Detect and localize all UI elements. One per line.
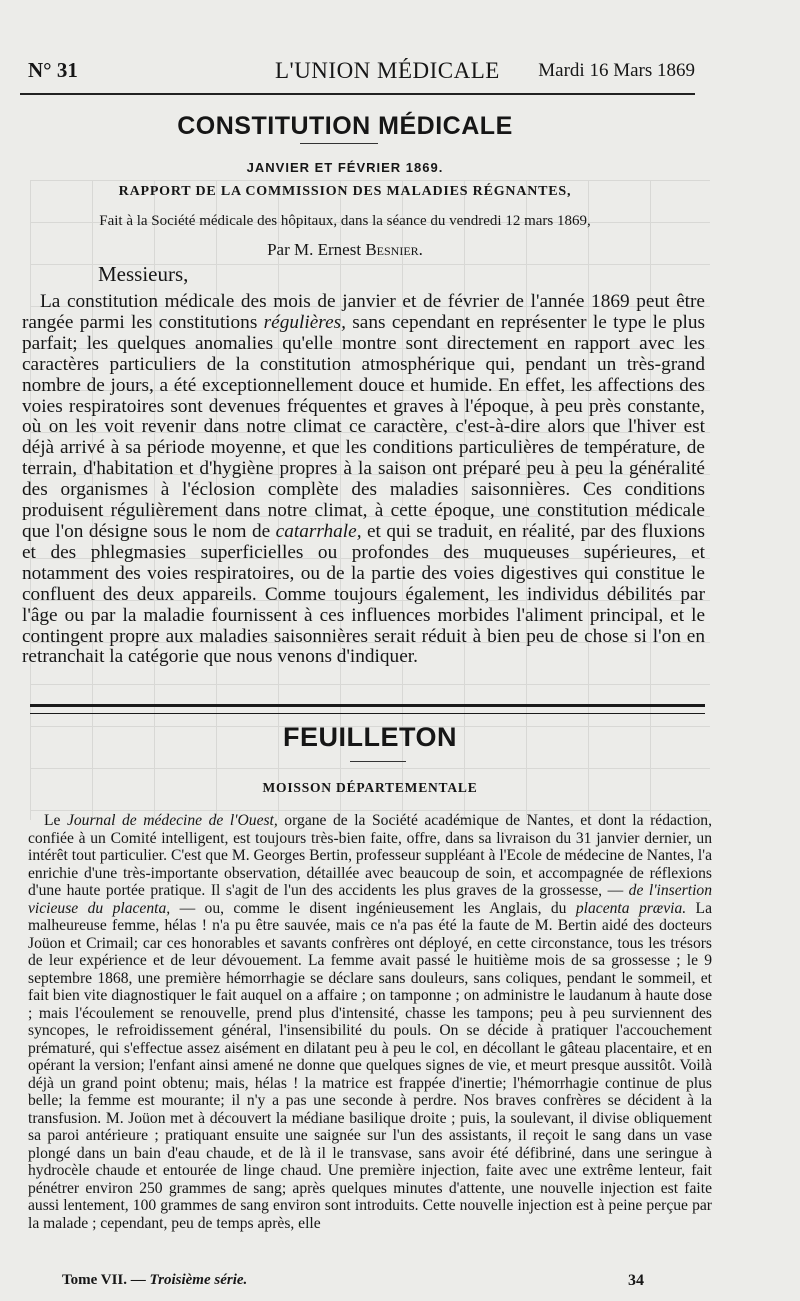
series-label: Troisième série. — [149, 1272, 248, 1288]
paragraph-emphasis: catarrhale, — [275, 520, 362, 542]
paragraph-text: — ou, comme le disent ingénieusement les Anglais, du — [170, 899, 576, 917]
section-subtitle: JANVIER ET FÉVRIER 1869. — [246, 160, 444, 175]
paragraph-emphasis: de l'insertion vicieuse du placenta, — [28, 882, 712, 917]
journal-title: L'UNION MÉDICALE — [275, 58, 500, 83]
header-rule — [20, 93, 695, 95]
section-title-rule — [300, 143, 378, 144]
footer-series — [62, 1272, 247, 1289]
paragraph-text: et qui se traduit, en réalité, par des fluxions et des phlegmasies superficielles ou profondes des muqueuses supérieures, et notamment des voies respiratoires, ou de la partie des voies digestives qui constitue le confluent des deux appareils. Comme toujours également, les individus débilités par l'âge ou par la maladie fournissent à ces influences morbides l'aliment principal, et le contingent propre aux maladies saisonnières serait réduit à bien peu de chose si l'on en retranchait la catégorie que nous venons d'indiquer. — [22, 520, 705, 668]
issue-number: N° 31 — [28, 58, 78, 82]
paragraph-text: sans cependant en représenter le type le plus parfait; les quelques anomalies qu'elle montre sont directement en rapport avec les caractères particuliers de la constitution atmosphérique qui, pendant un très-grand nombre de jours, a été exceptionnellement douce et humide. En effet, les affections des voies respiratoires sont devenues fréquentes et graves à l'époque, à peu près constante, où on les voit revenir dans notre climat ce caractère, c'est-à-dire alors que l'hiver est déjà arrivé à sa période moyenne, et que les conditions particulières de température, de terrain, d'habitation et d'hygiène propres à la saison ont préparé peu à peu la généralité des organismes à l'éclosion complète des maladies saisonnières. Ces conditions produisent régulièrement dans notre climat, à cette époque, une constitution médicale que l'on désigne sous le nom de — [22, 311, 706, 542]
paragraph-text: La constitution médicale des mois de janvier et de février de l'année 1869 peut être rangée parmi les constitutions — [22, 291, 705, 333]
signature-mark: 34 — [628, 1272, 644, 1289]
series-prefix: Tome VII. — — [62, 1272, 150, 1288]
paragraph-text: La malheureuse femme, hélas ! n'a pu être sauvée, mais ce n'a pas été la faute de M. Bertin aidé des docteurs Joüon et Crimail; car ces honorables et savants confrères ont déployé, en cette circonstance, tous les trésors de leur expérience et de leur dévouement. La femme avait passé le huitième mois de sa grossesse ; le 9 septembre 1868, une première hémorrhagie se déclare sans douleurs, sans coliques, pendant le sommeil, et fait bien vite diagnostiquer le fait auquel on a affaire ; on tamponne ; on administre le laudanum à haute dose ; mais l'écoulement se renouvelle, prend plus d'intensité, chasse les tampons; peu à peu surviennent des syncopes, le refroidissement général, l'insensibilité du pouls. On se décide à pratiquer l'accouchement prématuré, qui s'effectue assez aisément en dilatant peu à peu le col, en décollant le gâteau placentaire, et en opérant la version; l'enfant ainsi amené ne donne que quelques signes de vie, et meurt presque aussitôt. Voilà déjà un grand point obtenu; mais, hélas ! la matrice est frappée d'inertie; l'hémorrhagie continue de plus belle; la femme est mourante; il n'y a pas une seconde à perdre. Nos braves confrères se décident à la transfusion. M. Joüon met à découvert la médiane basilique droite ; puis, la soulevant, il divise obliquement sa paroi antérieure ; pratiquant ensuite une saignée sur l'un des assistants, il reçoit le sang dans un vase plongé dans un bain d'eau chaude, et de là il le transvase, sans avoir été défibriné, dans une seringue à hydrocèle chaude et entourée de linge chaud. Une première injection, faite avec une extrême lenteur, fait pénétrer environ 250 grammes de sang; après quelques minutes d'attente, une nouvelle injection est faite aussi lentement, 100 grammes de sang environ sont introduits. Cette nouvelle injection est à peine perçue par la malade ; cependant, peu de temps après, elle — [28, 899, 712, 1232]
author-name: Besnier. — [365, 240, 423, 259]
report-author — [0, 240, 690, 260]
report-title: RAPPORT DE LA COMMISSION DES MALADIES RÉGNANTES, — [118, 184, 572, 199]
paragraph-emphasis: Journal de médecine de l'Ouest, — [66, 812, 278, 829]
issue-date: Mardi 16 Mars 1869 — [538, 60, 695, 81]
report-venue: Fait à la Société médicale des hôpitaux, dans la séance du vendredi 12 mars 1869, — [99, 213, 591, 229]
feuilleton-separator — [30, 704, 705, 714]
feuilleton-title: FEUILLETON — [282, 722, 457, 752]
running-header — [20, 58, 695, 88]
feuilleton-subtitle: MOISSON DÉPARTEMENTALE — [262, 780, 478, 795]
paragraph-text: Le — [44, 812, 67, 829]
feuilleton-title-rule — [350, 761, 406, 762]
report-paragraph — [22, 292, 705, 668]
section-title: CONSTITUTION MÉDICALE — [177, 112, 513, 140]
paragraph-emphasis: régulières, — [263, 311, 346, 333]
feuilleton-paragraph — [28, 812, 712, 1232]
paragraph-emphasis: placenta prævia. — [575, 899, 687, 917]
paragraph-text: organe de la Société académique de Nantes, et dont la rédaction, confiée à un Comité intelligent, est toujours très-bien faite, offre, dans sa livraison du 31 janvier dernier, un intérêt tout particulier. C'est que M. Georges Bertin, professeur suppléant à l'Ecole de médecine de Nantes, l'a enrichie d'une très-importante observation, détaillée avec beaucoup de soin, et accompagnée de réflexions d'une haute portée pratique. Il s'agit de l'un des accidents les plus graves de la grossesse, — — [28, 812, 712, 899]
author-prefix: Par M. Ernest — [267, 240, 366, 259]
salutation: Messieurs, — [98, 262, 189, 286]
